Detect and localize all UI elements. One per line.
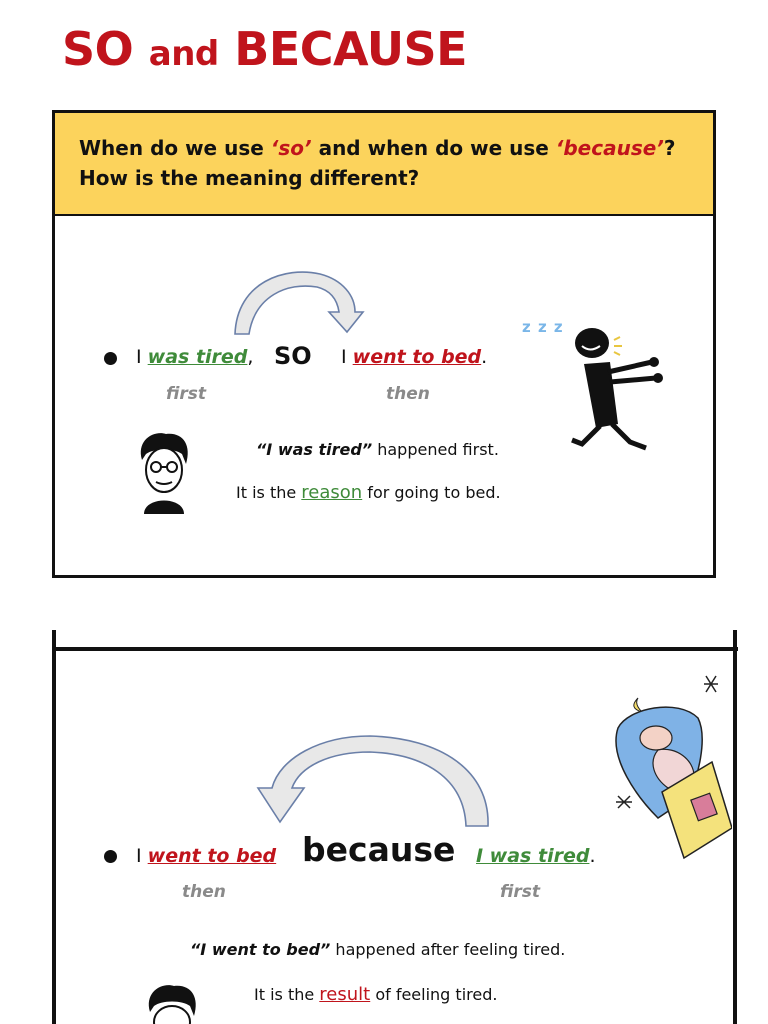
because-panel-left-border — [52, 630, 56, 1024]
question-line-1 — [79, 133, 691, 163]
clause-was-tired: was tired — [147, 346, 248, 368]
tag-then: then — [182, 882, 226, 902]
clause-i-was-tired: I was tired — [476, 845, 590, 867]
page-title — [62, 22, 467, 76]
teacher-face-partial-icon — [142, 982, 202, 1024]
question-text-a: When do we use — [79, 136, 271, 160]
so-sentence-part2: I went to bed. — [341, 346, 488, 368]
because-sentence-part1: I went to bed — [136, 845, 277, 867]
zzz-text: z z z — [522, 318, 564, 336]
sleepwalker-icon — [560, 320, 670, 460]
title-and: and — [148, 34, 219, 74]
question-mark: ? — [663, 136, 676, 160]
because-sentence-part2: I was tired. — [476, 845, 596, 867]
question-so-word: ‘so’ — [270, 136, 312, 160]
because-panel-top-border — [52, 647, 738, 651]
so-sentence-part1: I was tired, — [136, 346, 254, 368]
bullet-dot — [104, 352, 117, 365]
tag-then: then — [386, 384, 430, 404]
question-line-2: How is the meaning different? — [79, 166, 420, 190]
so-note-2: It is the reason for going to bed. — [236, 482, 501, 503]
tag-first: first — [500, 882, 541, 902]
conjunction-because: because — [302, 830, 456, 869]
question-text-b: and when do we use — [311, 136, 556, 160]
curved-arrow-backward-icon — [240, 730, 510, 830]
title-because: BECAUSE — [234, 22, 468, 76]
tag-first: first — [166, 384, 207, 404]
question-because-word: ‘because’ — [555, 136, 664, 160]
clause-went-to-bed: went to bed — [147, 845, 277, 867]
because-panel-right-border — [733, 630, 737, 1024]
because-note-1: “I went to bed” happened after feeling tired. — [190, 940, 566, 959]
bullet-dot — [104, 850, 117, 863]
conjunction-so: SO — [274, 342, 312, 370]
curved-arrow-forward-icon — [225, 262, 375, 342]
clause-went-to-bed: went to bed — [352, 346, 482, 368]
so-note-1: “I was tired” happened first. — [256, 440, 499, 459]
teacher-face-icon — [134, 430, 194, 514]
word-reason: reason — [301, 482, 363, 503]
because-note-2: It is the result of feeling tired. — [254, 984, 498, 1005]
title-so: SO — [62, 22, 134, 76]
word-result: result — [319, 984, 371, 1005]
sleeper-in-bed-icon — [598, 668, 732, 868]
question-header — [55, 113, 713, 216]
